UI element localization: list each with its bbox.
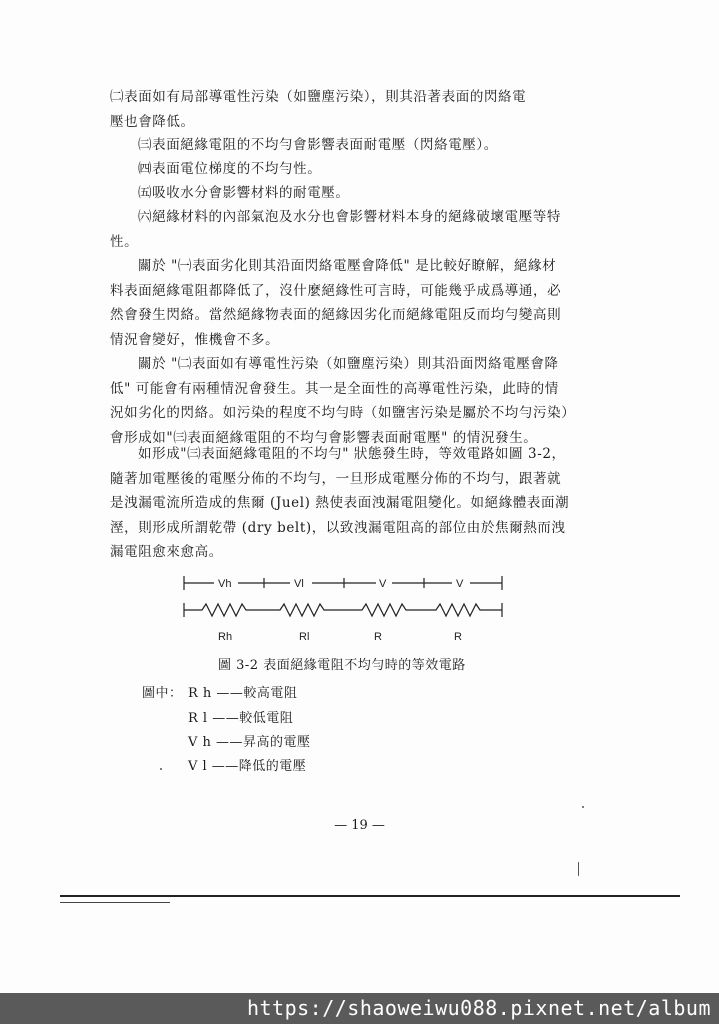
voltage-label-vh: Vh bbox=[218, 578, 232, 590]
page-number: — 19 — bbox=[334, 818, 385, 833]
resistor-label-rh: Rh bbox=[218, 631, 233, 643]
text-line: 溼，則形成所謂乾帶 (dry belt)，以致洩漏電阻高的部位由於焦爾熱而洩 bbox=[110, 519, 566, 536]
figure-caption: 圖 3-2 表面絕緣電阻不均勻時的等效電路 bbox=[218, 658, 466, 673]
list-item-5: ㈤吸收水分會影響材料的耐電壓。 bbox=[138, 185, 350, 201]
paragraph-item-2 bbox=[110, 85, 600, 134]
list-item-4: ㈣表面電位梯度的不均勻性。 bbox=[138, 161, 322, 177]
resistor-chain-symbol bbox=[184, 604, 502, 616]
paragraph-about-item-1 bbox=[110, 254, 600, 352]
scan-speck bbox=[578, 862, 579, 876]
scan-speck bbox=[160, 768, 162, 770]
watermark-url-bar: https://shaoweiwu088.pixnet.net/album bbox=[0, 993, 719, 1024]
text-line: 關於 "㈡表面如有導電性污染（如鹽塵污染）則其沿面閃絡電壓會降 bbox=[138, 356, 559, 372]
text-line: ㈡表面如有局部導電性污染（如鹽塵污染），則其沿著表面的閃絡電 bbox=[110, 89, 527, 105]
resistor-label-r: R bbox=[374, 631, 382, 643]
text-line: 情況會變好，惟機會不多。 bbox=[110, 331, 280, 348]
legend-heading: 圖中： bbox=[142, 686, 183, 701]
text-line: 是洩漏電流所造成的焦爾 (Juel) 熱使表面洩漏電阻變化。如絕緣體表面潮 bbox=[110, 495, 570, 511]
voltage-label-v: V bbox=[456, 578, 464, 590]
voltage-label-v: V bbox=[379, 578, 387, 590]
legend-item: R h ——較高電阻 bbox=[188, 686, 298, 701]
voltage-label-vl: Vl bbox=[294, 578, 304, 590]
footer-rule bbox=[60, 895, 680, 897]
text-line: 壓也會降低。 bbox=[110, 113, 195, 130]
text-line: 低" 可能會有兩種情況會發生。其一是全面性的高導電性污染，此時的情 bbox=[110, 380, 559, 397]
text-line: 性。 bbox=[110, 233, 139, 250]
text-line: 況如劣化的閃絡。如污染的程度不均勻時（如鹽害污染是屬於不均勻污染） bbox=[110, 405, 576, 421]
legend-item: V l ——降低的電壓 bbox=[188, 759, 307, 774]
paragraph-about-item-2 bbox=[110, 352, 600, 450]
text-line: 會形成如"㈢表面絕緣電阻的不均勻會影響表面耐電壓" 的情況發生。 bbox=[110, 429, 538, 446]
text-line: 隨著加電壓後的電壓分佈的不均勻，一旦形成電壓分佈的不均勻，跟著就 bbox=[110, 470, 562, 487]
legend-item: R l ——較低電阻 bbox=[188, 711, 294, 726]
resistor-label-rl: Rl bbox=[299, 631, 310, 643]
legend-item: V h ——昇高的電壓 bbox=[188, 735, 311, 750]
text-line: 如形成"㈢表面絕緣電阻的不均勻" 狀態發生時，等效電路如圖 3-2， bbox=[138, 446, 566, 462]
scan-speck bbox=[582, 806, 584, 808]
text-line: 漏電阻愈來愈高。 bbox=[110, 544, 223, 560]
text-line: 料表面絕緣電阻都降低了，沒什麼絕緣性可言時，可能幾乎成爲導通，必 bbox=[110, 282, 562, 299]
text-line: ㈥絕緣材料的內部氣泡及水分也會影響材料本身的絕緣破壞電壓等特 bbox=[138, 209, 561, 225]
resistor-label-r: R bbox=[454, 631, 462, 643]
paragraph-equivalent-circuit bbox=[110, 442, 600, 565]
footer-rule-short bbox=[60, 902, 170, 903]
text-line: 然會發生閃絡。當然絕緣物表面的絕緣因劣化而絕緣電阻反而均勻變高則 bbox=[110, 307, 562, 323]
equivalent-circuit-diagram bbox=[180, 570, 510, 650]
list-item-3: ㈢表面絕緣電阻的不均勻會影響表面耐電壓（閃絡電壓）。 bbox=[138, 137, 498, 153]
paragraph-item-6 bbox=[110, 205, 600, 254]
text-line: 關於 "㈠表面劣化則其沿面閃絡電壓會降低" 是比較好瞭解，絕緣材 bbox=[138, 258, 557, 274]
